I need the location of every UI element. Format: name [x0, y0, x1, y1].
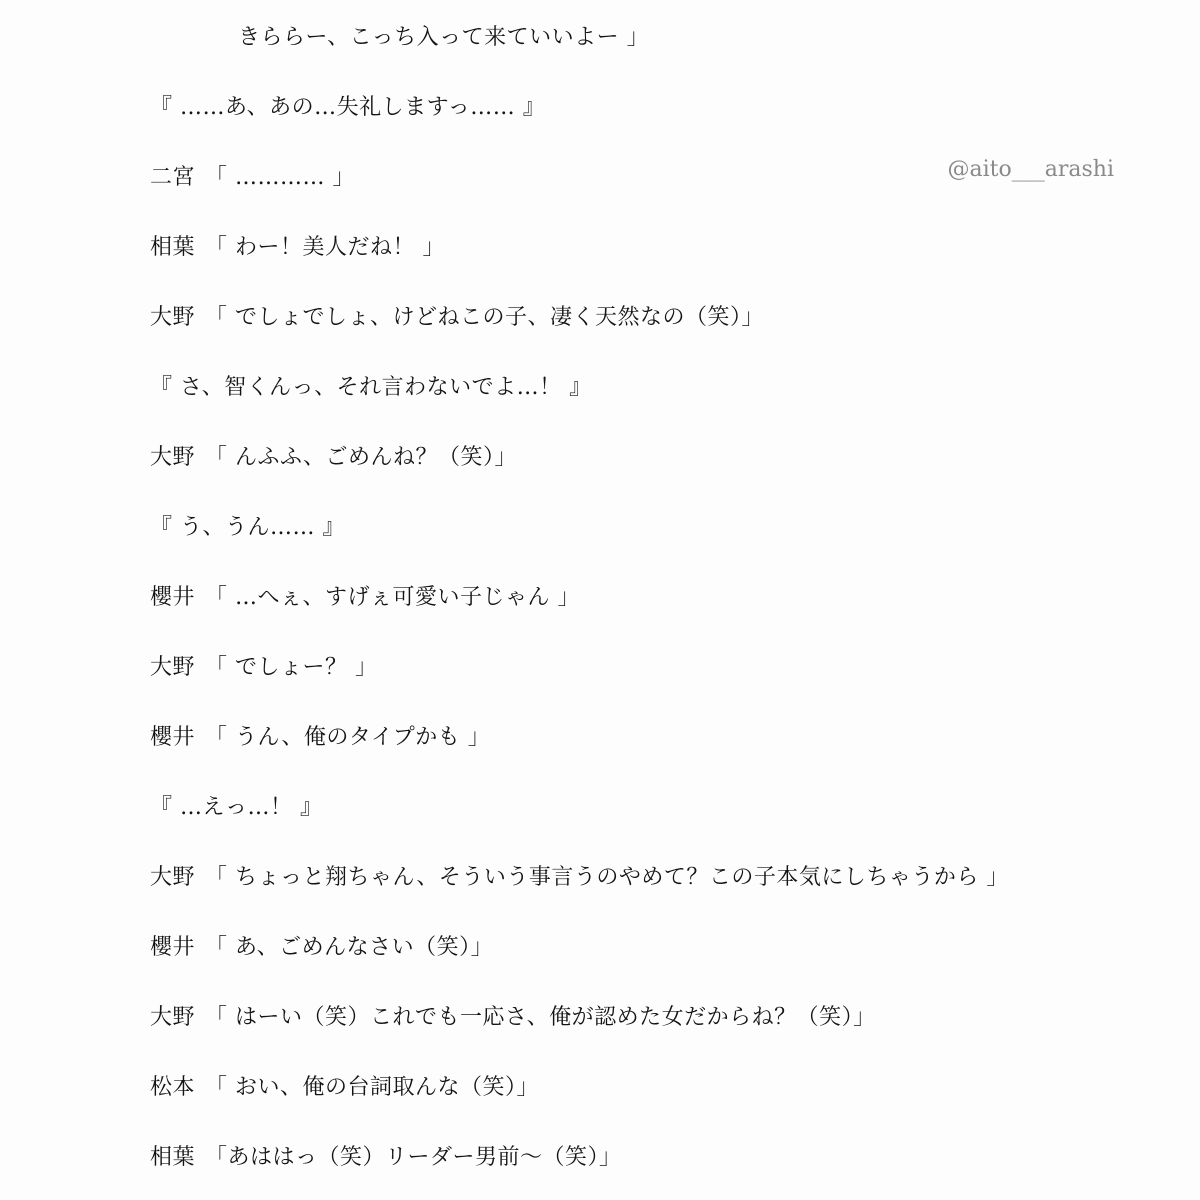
dialogue-line [150, 998, 876, 1038]
dialogue-line [150, 158, 355, 198]
dialogue-text: 『 ……あ、あの…失礼しますっ…… 』 [150, 95, 546, 120]
dialogue-line [150, 298, 764, 338]
dialogue-text: 『 さ、智くんっ、それ言わないでよ…！ 』 [150, 375, 592, 400]
dialogue-text: 「 んふふ、ごめんね？（笑）」 [205, 445, 517, 470]
dialogue-text: 「 ちょっと翔ちゃん、そういう事言うのやめて？この子本気にしちゃうから 」 [205, 865, 1009, 890]
dialogue-text: 『 う、うん…… 』 [150, 515, 345, 540]
dialogue-line [150, 1138, 622, 1178]
dialogue-text: 「 でしょでしょ、けどねこの子、凄く天然なの（笑）」 [205, 305, 765, 330]
speaker-name: 大野 [150, 445, 196, 470]
dialogue-text: 「あははっ（笑）リーダー男前〜（笑）」 [205, 1145, 622, 1170]
dialogue-text: 「 わー！美人だね！ 」 [205, 235, 446, 260]
dialogue-line [150, 1068, 539, 1108]
speaker-name: 相葉 [150, 235, 196, 260]
dialogue-text: 「 でしょー？ 」 [205, 655, 378, 680]
dialogue-line [238, 18, 649, 58]
watermark-handle: @aito___arashi [947, 157, 1114, 182]
dialogue-line [150, 368, 592, 408]
dialogue-line [150, 718, 490, 758]
speaker-name: 相葉 [150, 1145, 196, 1170]
speaker-name: 大野 [150, 865, 196, 890]
dialogue-text: 「 うん、俺のタイプかも 」 [205, 725, 491, 750]
dialogue-text: 「 ………… 」 [205, 165, 356, 190]
speaker-name: 大野 [150, 655, 196, 680]
dialogue-text: 「 …へぇ、すげぇ可愛い子じゃん 」 [205, 585, 581, 610]
dialogue-line [150, 438, 517, 478]
dialogue-text: 「 おい、俺の台詞取んな（笑）」 [205, 1075, 540, 1100]
speaker-name: 大野 [150, 1005, 196, 1030]
dialogue-line [150, 508, 345, 548]
dialogue-line [150, 858, 1009, 898]
speaker-name: 櫻井 [150, 725, 196, 750]
dialogue-line [150, 648, 378, 688]
speaker-name: 大野 [150, 305, 196, 330]
dialogue-text: 「 あ、ごめんなさい（笑）」 [205, 935, 494, 960]
dialogue-line [150, 578, 580, 618]
dialogue-text: 「 はーい（笑）これでも一応さ、俺が認めた女だからね？（笑）」 [205, 1005, 876, 1030]
dialogue-line [150, 928, 493, 968]
speaker-name: 櫻井 [150, 585, 196, 610]
dialogue-text: きららー、こっち入って来ていいよー 」 [238, 25, 650, 50]
dialogue-line [150, 788, 323, 828]
dialogue-line [150, 228, 445, 268]
speaker-name: 櫻井 [150, 935, 196, 960]
speaker-name: 松本 [150, 1075, 196, 1100]
dialogue-text: 『 …えっ…！ 』 [150, 795, 323, 820]
dialogue-line [150, 88, 545, 128]
speaker-name: 二宮 [150, 165, 196, 190]
